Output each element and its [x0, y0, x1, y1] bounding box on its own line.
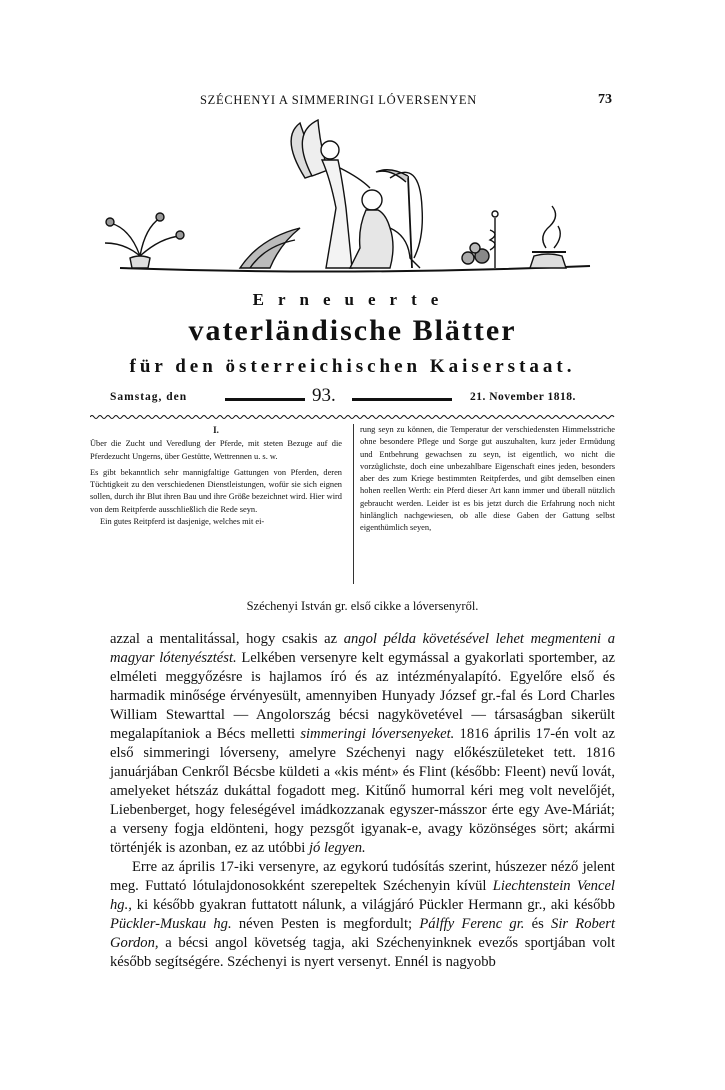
- issue-number: 93.: [312, 385, 336, 406]
- issue-rule-right: [352, 398, 452, 401]
- issue-rule-left: [225, 398, 305, 401]
- masthead-title: vaterländische Blätter: [188, 314, 517, 347]
- figure-caption: Széchenyi István gr. első cikke a lóversenyről.: [246, 599, 479, 613]
- article-continuation: rung seyn zu können, die Temperatur der verschiedensten Himmelsstriche ohne besondere Pflege und Sorge gut auszuhalten, kurz jeder Ermüdung und Entbehrung gewachsen zu seyn, ist eigentlich, wo nicht die vorzüglichste, doch eine unbezahlbare Eigenschaft eines jeden, besonders aber des zum Kriege bestimmten Reitpferdes, und gibt demselben einen hohen reellen Werth: ein Pferd dieser Art kann immer und überall nützlich gebraucht werden. Leider ist es bis jetzt durch die Erfahrung noch nicht hinlänglich nachgewiesen, ob alle diese Gaben der Gattung selbst eigenthümlich seyen,: [360, 425, 615, 533]
- masthead-erneuerte: Erneuerte: [252, 290, 453, 309]
- masthead-subtitle: für den österreichischen Kaiserstaat.: [129, 356, 576, 377]
- issue-date: 21. November 1818.: [470, 391, 576, 403]
- issue-day: Samstag, den: [110, 391, 188, 403]
- article-heading: Über die Zucht und Veredlung der Pferde, mit steten Bezuge auf die Pferdezucht Ungerns, über Gestütte, Wettrennen u. s. w.: [90, 439, 342, 461]
- running-title: SZÉCHENYI A SIMMERINGI LÓVERSENYEN: [200, 93, 477, 107]
- column-divider: [353, 424, 354, 584]
- page-number: 73: [598, 92, 612, 107]
- facsimile-right-column: [360, 424, 615, 535]
- issue-line: [90, 385, 615, 408]
- newspaper-facsimile: [90, 118, 615, 596]
- article-numeral: I.: [213, 425, 219, 435]
- article-body: Es gibt bekanntlich sehr mannigfaltige Gattungen von Pferden, deren Tüchtigkeit zu den verschiedenen Dienstleistungen, wofür sie sich eignen sollen, durch ihr Blut ihren Bau und ihre Größe bezeichnet wird. Hier wird von dem Reitpferde ausschließlich die Rede seyn.: [90, 467, 342, 514]
- body-text: azzal a mentalitással, hogy csakis az angol példa követésével lehet megmenteni a magyar lótenyésztést. Lelkében versenyre kelt egymással a gyakorlati sportember, az elméleti meggyőzésre is hajlamos író és az intézményalapító. Egyelőre első és harmadik minősége érvényesült, amennyiben Hunyady József gr.-fal és Lord Charles William Stewarttal — Angolország bécsi nagykövetével — társaságban sikerült megalapítaniok a Bécs melletti simmeringi lóversenyeket. 1816 április 17-én volt az első simmeringi lóverseny, amelyre Széchenyi nagy előkészületeket tett. 1816 januárjában Cenkről Bécsbe küldeti a «kis mént» és Flint (később: Fleent) nevű lovát, amelyeket hétszáz dukáttal fogadott meg. Kitűnő humorral kéri meg volt nevelőjét, Liebenberget, hogy feleségével imádkozzanak egyszer-másszor érte egy Ave-Máriát; a verseny fogja eldönteni, hogy pezsgőt igyanak-e, avagy közönséges sört; akármi történjék is azonban, ez az utóbbi jó legyen. Erre az április 17-iki versenyre, az egykorú tudósítás szerint, húszezer néző jelent meg. Futtató lótulajdonosokként szerepeltek Széchenyin kívül Liechtenstein Vencel hg., ki később gyakran futtatott nálunk, a világjáró Pückler Hermann gr., aki később Pückler-Muskau hg. néven Pesten is megfordult; Pálffy Ferenc gr. és Sir Robert Gordon, a bécsi angol követség tagja, aki Széchenyinknek evezős sportjában volt később segítségére. Széchenyi is nyert versenyt. Ennél is nagyobb: [110, 631, 616, 970]
- facsimile-left-column: [90, 424, 342, 528]
- article-last-line: Ein gutes Reitpferd ist dasjenige, welches mit ei-: [100, 517, 265, 527]
- engraved-vignette-illustration: [90, 118, 615, 294]
- wavy-rule: [90, 414, 615, 420]
- running-head: [0, 93, 725, 113]
